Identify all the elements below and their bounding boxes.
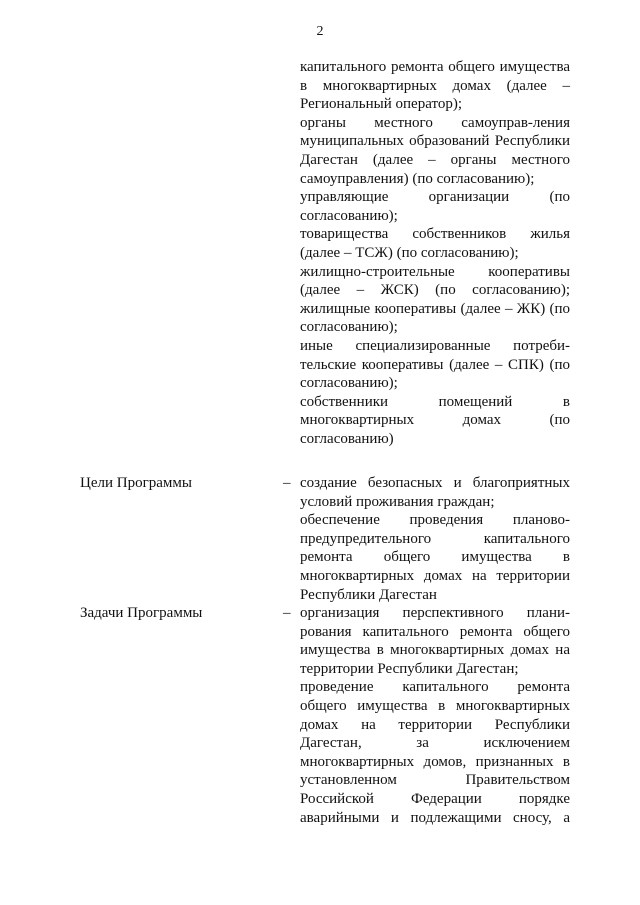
tasks-content: [300, 604, 570, 827]
participant-paragraph: управляющие организации (по согласованию);: [300, 189, 570, 224]
goal-item: создание безопасных и благоприятных условий проживания граждан;: [300, 475, 570, 510]
goals-label: Цели Программы: [80, 475, 192, 491]
goals-dash: –: [283, 475, 291, 491]
goals-content: [300, 474, 570, 604]
task-item: проведение капитального ремонта общего имущества в многоквартирных домах на территории Республики Дагестан, за исключением многоквартирных домов, признанных в установленном Правительством Российской Федерации порядке аварийными и подлежащими сносу, а: [300, 679, 570, 826]
participant-paragraph: собственники помещений в многоквартирных домах (по согласованию): [300, 393, 570, 447]
tasks-label: Задачи Программы: [80, 605, 203, 621]
tasks-dash: –: [283, 605, 291, 621]
participant-paragraph: товарищества собственников жилья (далее – ТСЖ) (по согласованию);: [300, 226, 570, 261]
task-item: организация перспективного плани-рования капитального ремонта общего имущества в многоквартирных домах на территории Республики Дагестан;: [300, 605, 570, 677]
participant-paragraph: жилищно-строительные кооперативы (далее – ЖСК) (по согласованию); жилищные кооперативы (далее – ЖК) (по согласованию);: [300, 263, 570, 336]
goal-item: обеспечение проведения планово-предупредительного капитального ремонта общего имущества в многоквартирных домах на территории Республики Дагестан: [300, 512, 570, 603]
participant-paragraph: иные специализированные потреби-тельские кооперативы (далее – СПК) (по согласованию);: [300, 337, 570, 392]
participants-continued-block: [300, 58, 570, 448]
participant-paragraph: капитального ремонта общего имущества в многоквартирных домах (далее – Региональный оператор);: [300, 59, 570, 113]
page-number: 2: [316, 24, 324, 39]
participant-paragraph: органы местного самоуправ-ления муниципальных образований Республики Дагестан (далее – органы местного самоуправления) (по согласованию);: [300, 114, 570, 187]
